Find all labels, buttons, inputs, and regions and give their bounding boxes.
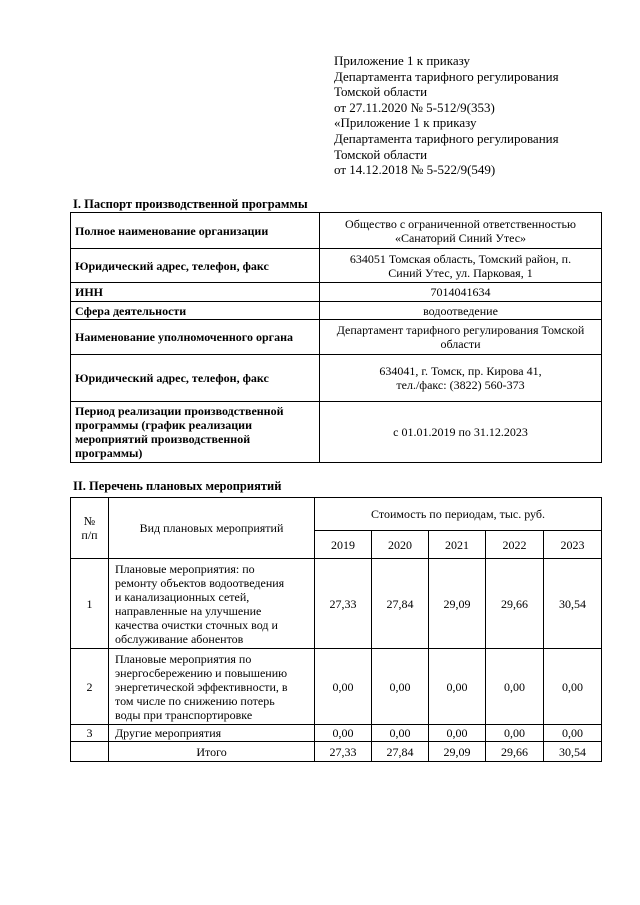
table-row: [71, 559, 602, 649]
table-row: [71, 302, 602, 320]
cell-value: 27,84: [372, 559, 429, 649]
col-header-name: Вид плановых мероприятий: [109, 498, 315, 559]
order-header: [334, 53, 559, 178]
row-num: 3: [71, 725, 109, 742]
cell-value: 0,00: [429, 649, 486, 725]
cell-value: 0,00: [372, 725, 429, 742]
header-line: Приложение 1 к приказу: [334, 53, 471, 68]
row-label: Юридический адрес, телефон, факс: [71, 355, 320, 402]
total-value: 29,09: [429, 742, 486, 762]
col-header-year: 2020: [372, 531, 429, 559]
row-num: 1: [71, 559, 109, 649]
row-num: 2: [71, 649, 109, 725]
row-label: Полное наименование организации: [71, 213, 320, 249]
row-name: Плановые мероприятия по энергосбережению и повышению энергетической эффективности, в том числе по снижению потерь воды при транспортировке: [109, 649, 315, 725]
table-row: [71, 283, 602, 302]
cell-value: 29,66: [486, 559, 544, 649]
cell-value: 0,00: [544, 649, 602, 725]
section-passport-title: I. Паспорт производственной программы: [73, 197, 308, 211]
header-line: Департамента тарифного регулирования: [334, 130, 559, 146]
total-row: [71, 742, 602, 762]
header-line: Департамента тарифного регулирования: [334, 68, 559, 84]
cell-value: 29,09: [429, 559, 486, 649]
table-row: [71, 213, 602, 249]
total-value: 27,84: [372, 742, 429, 762]
row-value: с 01.01.2019 по 31.12.2023: [320, 402, 602, 463]
total-label: Итого: [109, 742, 315, 762]
header-line: Томской области: [334, 84, 428, 100]
row-value: Департамент тарифного регулирования Томской области: [320, 320, 602, 355]
row-label: ИНН: [71, 283, 320, 302]
col-header-year: 2019: [315, 531, 372, 559]
row-value: 634051 Томская область, Томский район, п. Синий Утес, ул. Парковая, 1: [320, 249, 602, 283]
row-label: Период реализации производственной программы (график реализации мероприятий производственной программы): [71, 402, 320, 463]
table-row: [71, 725, 602, 742]
row-label: Сфера деятельности: [71, 302, 320, 320]
col-header-year: 2021: [429, 531, 486, 559]
row-name: Другие мероприятия: [109, 725, 315, 742]
cell-value: 0,00: [544, 725, 602, 742]
row-name: Плановые мероприятия: по ремонту объектов водоотведения и канализационных сетей, направленные на улучшение качества очистки сточных вод и обслуживание абонентов: [109, 559, 315, 649]
cell-value: 0,00: [315, 725, 372, 742]
header-line: от 27.11.2020 № 5-512/9(353): [334, 99, 495, 115]
cell-value: 30,54: [544, 559, 602, 649]
table-row: [71, 320, 602, 355]
cell-value: 0,00: [315, 649, 372, 725]
cell-value: 0,00: [429, 725, 486, 742]
row-label: Юридический адрес, телефон, факс: [71, 249, 320, 283]
table-row: [71, 649, 602, 725]
row-label: Наименование уполномоченного органа: [71, 320, 320, 355]
cell-value: 27,33: [315, 559, 372, 649]
col-header-num: № п/п: [71, 498, 109, 559]
row-value: 7014041634: [320, 283, 602, 302]
col-header-year: 2022: [486, 531, 544, 559]
cell-value: 0,00: [372, 649, 429, 725]
plan-table: [70, 497, 602, 762]
table-row: [71, 402, 602, 463]
col-header-year: 2023: [544, 531, 602, 559]
passport-table: [70, 212, 602, 463]
cell-value: 0,00: [486, 725, 544, 742]
row-value: Общество с ограниченной ответственностью «Санаторий Синий Утес»: [320, 213, 602, 249]
total-value: 29,66: [486, 742, 544, 762]
header-line: «Приложение 1 к приказу: [334, 115, 477, 131]
row-value: водоотведение: [320, 302, 602, 320]
header-line: Томской области: [334, 146, 428, 162]
row-value: 634041, г. Томск, пр. Кирова 41, тел./факс: (3822) 560-373: [320, 355, 602, 402]
total-value: 27,33: [315, 742, 372, 762]
table-row: [71, 249, 602, 283]
total-value: 30,54: [544, 742, 602, 762]
table-header-row: [71, 498, 602, 531]
col-header-cost: Стоимость по периодам, тыс. руб.: [315, 498, 602, 531]
table-row: [71, 355, 602, 402]
section-plan-title: II. Перечень плановых мероприятий: [73, 479, 282, 493]
header-line: от 14.12.2018 № 5-522/9(549): [334, 162, 496, 178]
row-num: [71, 742, 109, 762]
cell-value: 0,00: [486, 649, 544, 725]
